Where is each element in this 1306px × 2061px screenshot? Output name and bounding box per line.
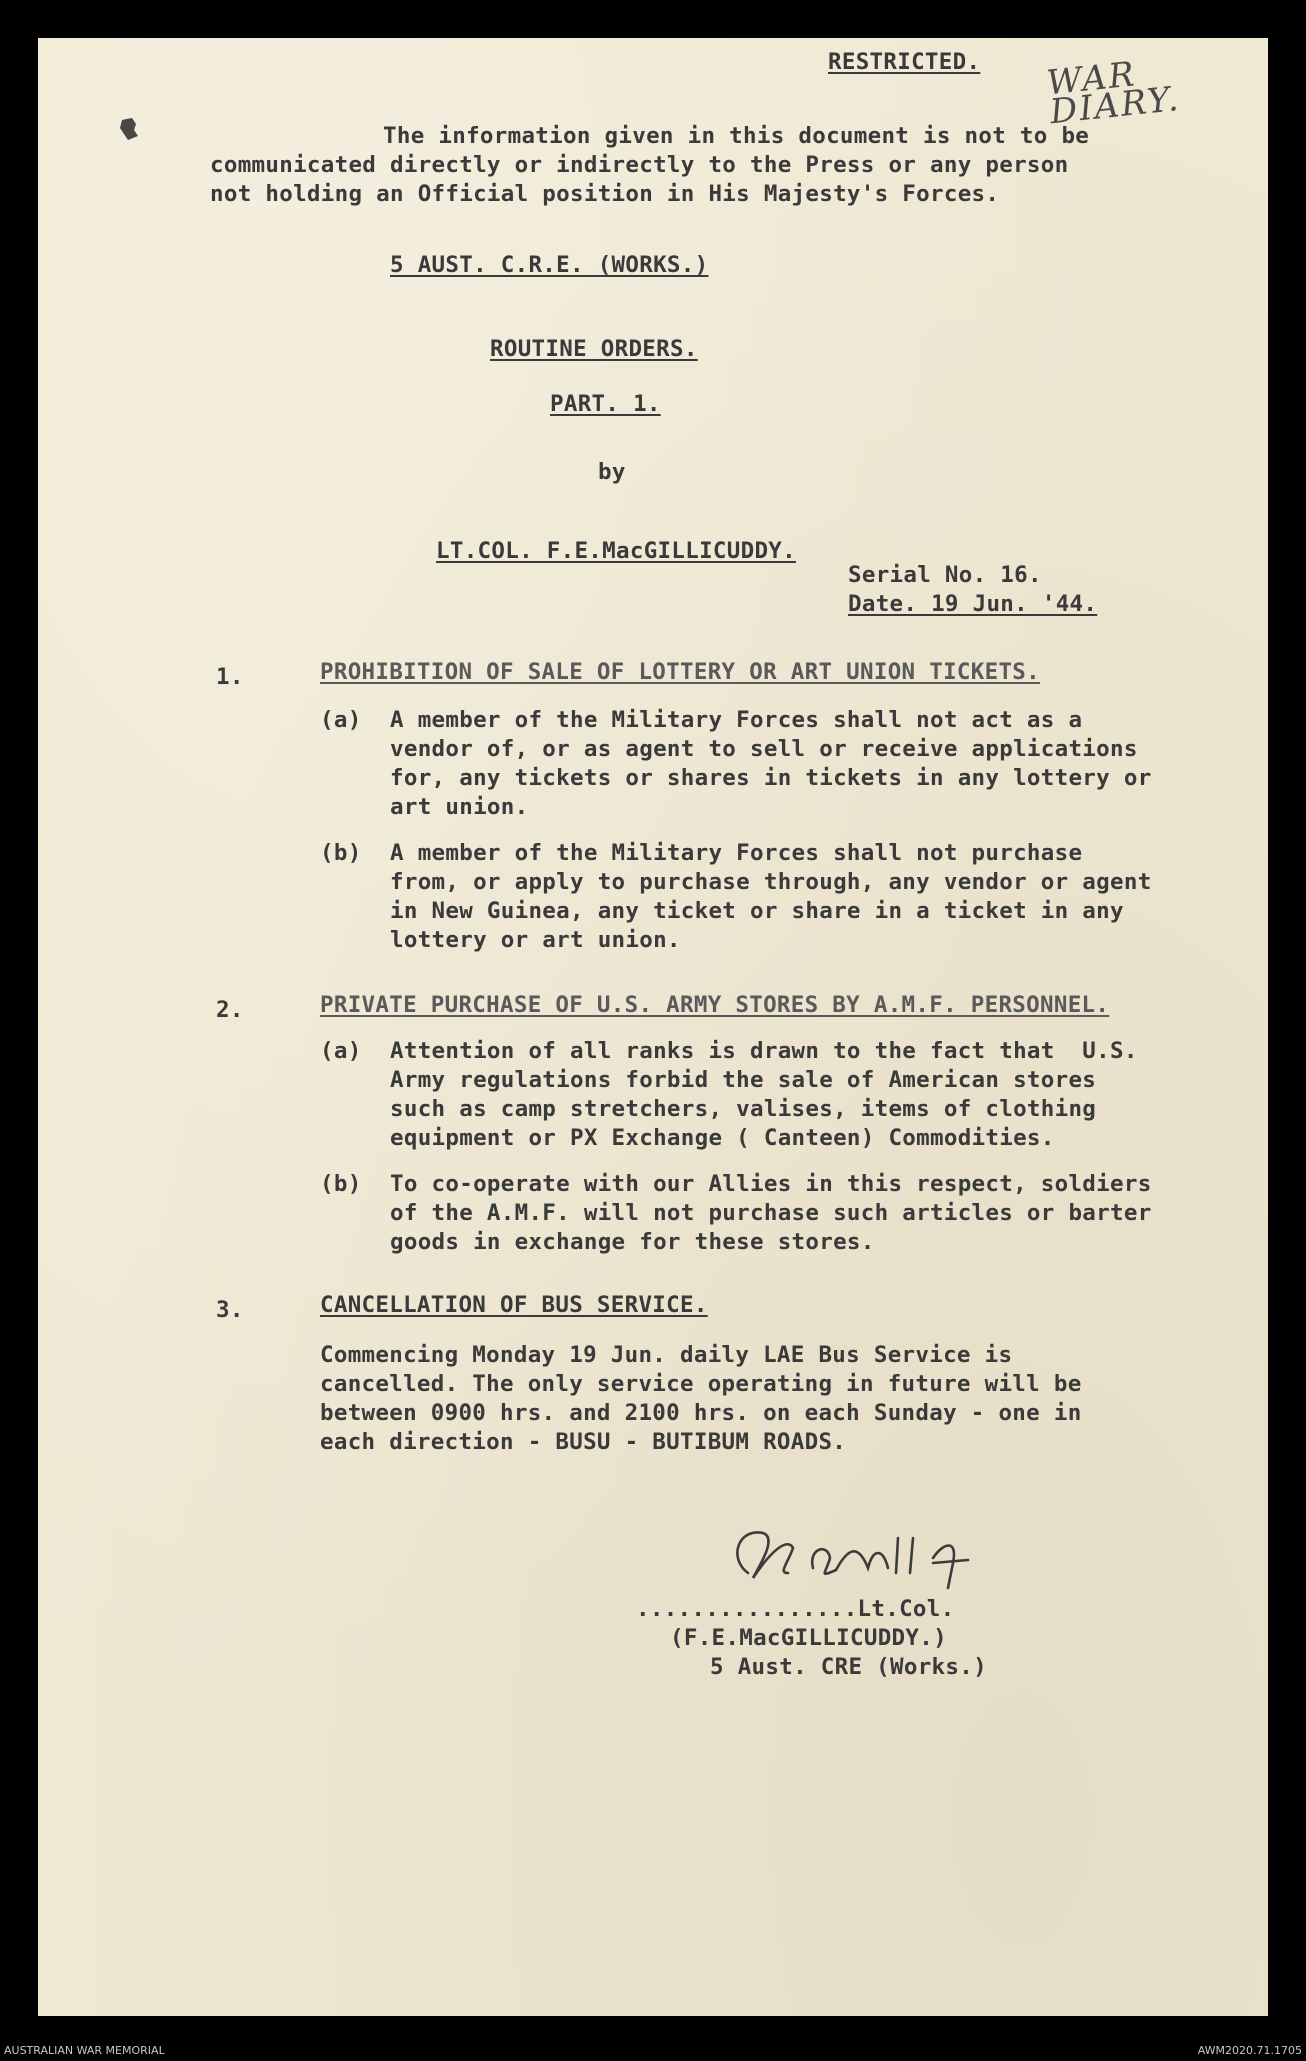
item-3-heading: CANCELLATION OF BUS SERVICE. xyxy=(320,1292,708,1318)
serial-number: Serial No. 16. xyxy=(848,562,1042,588)
ink-blot-mark xyxy=(116,116,142,142)
item-3-line-2: cancelled. The only service operating in future will be xyxy=(320,1371,1082,1397)
item-1a-line-1: A member of the Military Forces shall not act as a xyxy=(390,707,1083,733)
item-1b-line-2: from, or apply to purchase through, any vendor or agent xyxy=(390,869,1152,895)
handwritten-signature xyxy=(718,1518,1018,1598)
item-3-number: 3. xyxy=(216,1297,244,1323)
footer-accession-number: AWM2020.71.1705 xyxy=(1197,2044,1302,2057)
classification-label: RESTRICTED. xyxy=(828,49,981,75)
item-1a-line-2: vendor of, or as agent to sell or receive applications xyxy=(390,736,1138,762)
item-2b-line-2: of the A.M.F. will not purchase such articles or barter xyxy=(390,1200,1152,1226)
routine-orders-title: ROUTINE ORDERS. xyxy=(490,336,698,362)
issuing-officer: LT.COL. F.E.MacGILLICUDDY. xyxy=(436,538,796,564)
item-1b-line-1: A member of the Military Forces shall not purchase xyxy=(390,840,1083,866)
item-1-heading: PROHIBITION OF SALE OF LOTTERY OR ART UNION TICKETS. xyxy=(320,659,1040,685)
item-2b-line-1: To co-operate with our Allies in this respect, soldiers xyxy=(390,1171,1152,1197)
part-title: PART. 1. xyxy=(550,391,661,417)
item-2b-label: (b) xyxy=(320,1171,362,1197)
handwritten-war-diary-note: WAR DIARY. xyxy=(1044,54,1183,133)
item-2a-line-3: such as camp stretchers, valises, items of clothing xyxy=(390,1096,1097,1122)
signatory-name: (F.E.MacGILLICUDDY.) xyxy=(670,1625,947,1651)
signatory-unit: 5 Aust. CRE (Works.) xyxy=(710,1654,987,1680)
footer-institution: AUSTRALIAN WAR MEMORIAL xyxy=(4,2044,165,2057)
signature-dots-rank: ................Lt.Col. xyxy=(636,1596,955,1622)
by-label: by xyxy=(598,459,626,485)
item-1b-line-3: in New Guinea, any ticket or share in a ticket in any xyxy=(390,898,1124,924)
item-2b-line-3: goods in exchange for these stores. xyxy=(390,1229,875,1255)
order-date: Date. 19 Jun. '44. xyxy=(848,591,1098,617)
notice-line-2: communicated directly or indirectly to the Press or any person xyxy=(210,152,1069,178)
item-2a-label: (a) xyxy=(320,1038,362,1064)
item-1b-label: (b) xyxy=(320,840,362,866)
notice-line-3: not holding an Official position in His Majesty's Forces. xyxy=(210,181,1000,207)
item-1-number: 1. xyxy=(216,664,244,690)
item-2a-line-1: Attention of all ranks is drawn to the fact that U.S. xyxy=(390,1038,1138,1064)
item-3-line-1: Commencing Monday 19 Jun. daily LAE Bus Service is xyxy=(320,1342,1013,1368)
item-1b-line-4: lottery or art union. xyxy=(390,927,681,953)
item-1a-label: (a) xyxy=(320,707,362,733)
notice-line-1: The information given in this document is not to be xyxy=(383,123,1090,149)
document-page xyxy=(38,38,1268,2016)
unit-title: 5 AUST. C.R.E. (WORKS.) xyxy=(390,252,709,278)
item-3-line-3: between 0900 hrs. and 2100 hrs. on each Sunday - one in xyxy=(320,1400,1082,1426)
item-2-heading: PRIVATE PURCHASE OF U.S. ARMY STORES BY A.M.F. PERSONNEL. xyxy=(320,992,1110,1018)
item-1a-line-4: art union. xyxy=(390,794,529,820)
item-1a-line-3: for, any tickets or shares in tickets in any lottery or xyxy=(390,765,1152,791)
item-2a-line-2: Army regulations forbid the sale of American stores xyxy=(390,1067,1097,1093)
item-3-line-4: each direction - BUSU - BUTIBUM ROADS. xyxy=(320,1429,847,1455)
item-2a-line-4: equipment or PX Exchange ( Canteen) Commodities. xyxy=(390,1125,1055,1151)
item-2-number: 2. xyxy=(216,997,244,1023)
